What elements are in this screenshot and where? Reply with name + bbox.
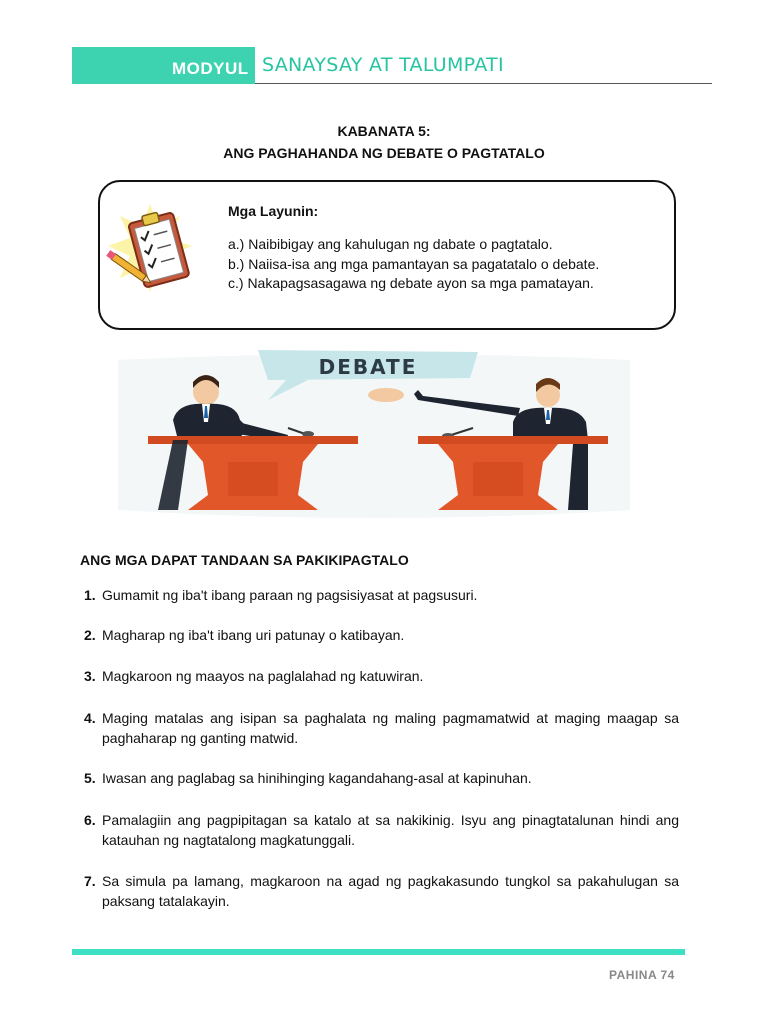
chapter-number: KABANATA 5: bbox=[337, 123, 431, 139]
objective-item: a.) Naibibigay ang kahulugan ng dabate o pagtatalo. bbox=[228, 236, 553, 252]
rule-text: Maging matalas ang isipan sa paghalata ng maling pagmamatwid at maging maagap sa paghaharap ng ganting matwid. bbox=[102, 710, 679, 746]
rule-number: 3. bbox=[84, 668, 96, 684]
clipboard-checklist-icon bbox=[100, 196, 200, 306]
header-module-title: SANAYSAY AT TALUMPATI bbox=[262, 54, 504, 76]
rule-number: 4. bbox=[84, 710, 96, 726]
header-modyul-label: MODYUL bbox=[172, 59, 249, 78]
rule-number: 2. bbox=[84, 627, 96, 643]
objective-item: b.) Naiisa-isa ang mga pamantayan sa pagatatalo o debate. bbox=[228, 256, 600, 272]
section-heading: ANG MGA DAPAT TANDAAN SA PAKIKIPAGTALO bbox=[80, 552, 409, 568]
rule-text: Magharap ng iba't ibang uri patunay o katibayan. bbox=[102, 627, 405, 643]
rule-text: Gumamit ng iba't ibang paraan ng pagsisiyasat at pagsusuri. bbox=[102, 587, 478, 603]
debate-illustration bbox=[118, 350, 630, 525]
page-number: PAHINA 74 bbox=[609, 968, 675, 982]
debate-banner-text: DEBATE bbox=[318, 355, 418, 379]
rule-text: Sa simula pa lamang, magkaroon na agad ng pagkakasundo tungkol sa pakahulugan sa paksang tatalakayin. bbox=[102, 873, 679, 909]
rule-text: Pamalagiin ang pagpipitagan sa katalo at sa nakikinig. Isyu ang pinagtatalunan hindi ang katauhan ng nagtatalong magkatunggali. bbox=[102, 812, 679, 848]
rule-text: Iwasan ang paglabag sa hinihinging kagandahang-asal at kapinuhan. bbox=[102, 770, 532, 786]
rule-number: 1. bbox=[84, 587, 96, 603]
footer-divider bbox=[72, 949, 685, 955]
objectives-heading: Mga Layunin: bbox=[228, 203, 319, 219]
chapter-title: ANG PAGHAHANDA NG DEBATE O PAGTATALO bbox=[223, 145, 545, 161]
rule-text: Magkaroon ng maayos na paglalahad ng katuwiran. bbox=[102, 668, 424, 684]
header-divider bbox=[255, 83, 712, 84]
rule-number: 6. bbox=[84, 812, 96, 828]
rule-number: 5. bbox=[84, 770, 96, 786]
objective-item: c.) Nakapagsasagawa ng debate ayon sa mga pamatayan. bbox=[228, 275, 594, 291]
rule-number: 7. bbox=[84, 873, 96, 889]
